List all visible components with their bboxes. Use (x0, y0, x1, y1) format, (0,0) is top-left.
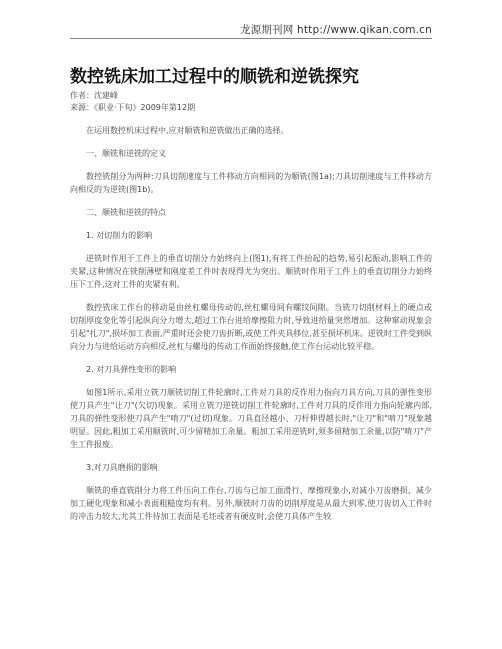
article-author: 作者：沈建峰 (70, 91, 118, 100)
article-body (70, 124, 432, 533)
section-heading-definition: 一、顺铣和逆铣的定义 (86, 149, 166, 158)
article-title: 数控铣床加工过程中的顺铣和逆铣探究 (70, 67, 359, 87)
paragraph-definition: 数控铣削分为两种:刀具切削速度与工件移动方向相同的为顺铣(图1a);刀具切削速度与工件移动方向相反的为逆铣(图1b)。 (70, 172, 432, 194)
article-source: 来源：《职业·下旬》2009年第12期 (70, 103, 196, 112)
paragraph-tool-wear: 顺铣的垂直铣削分力将工件压向工作台,刀齿与已加工面滑行、摩擦现象小,对减小刀齿磨损、减少加工硬化现象和减小表面粗糙度均有利。另外,顺铣时刀齿的切削厚度是从最大到零,使刀齿切入工件时的冲击力较大,尤其工件待加工表面是毛坯或者有硬皮时,会使刀具体产生较 (70, 486, 432, 521)
site-header: 龙源期刊网 http://www.qikan.com.cn (239, 24, 432, 36)
subheading-cutting-force: 1. 对切削力的影响 (86, 231, 153, 240)
subheading-tool-deformation: 2. 对刀具弹性变形的影响 (86, 365, 177, 374)
section-heading-features: 二、顺铣和逆铣的特点 (86, 208, 166, 217)
intro-paragraph: 在运用数控机床过程中,应对顺铣和逆铣做出正确的选择。 (86, 126, 289, 135)
paragraph-cutting-force-1: 逆铣时作用于工件上的垂直切削分力始终向上(图1),有将工件抬起的趋势,易引起振动,影响工件的夹紧,这种情况在铣削薄壁和刚度差工件时表现得尤为突出。顺铣时作用于工件上的垂直切削分力始终压下工件,这对工件的夹紧有利。 (70, 254, 432, 289)
paragraph-cutting-force-2: 数控铣床工作台的移动是由丝杠螺母传动的,丝杠螺母间有螺纹间隙。当铣刀切削材料上的硬点或切削厚度变化等引起纵向分力增大,超过工作台进给摩擦阻力时,导致进给量突然增加。这种窜动现象会引起"扎刀",损坏加工表面,严重时还会使刀齿折断,或使工件夹具移位,甚至损坏机床。逆铣时工件受到纵向分力与进给运动方向相反,丝杠与螺母的传动工作面始终接触,使工作台运动比较平稳。 (70, 303, 432, 351)
header-divider (70, 38, 432, 39)
subheading-tool-wear: 3.对刀具磨损的影响 (86, 463, 158, 472)
paragraph-tool-deformation: 如图1所示,采用立铣刀顺铣切削工件轮廓时,工件对刀具的反作用力指向刀具方向,刀具的弹性变形使刀具产生"让刀"(欠切)现象。采用立铣刀逆铣切削工件轮廓时,工件对刀具的反作用力指向轮廓内部,刀具的弹性变形使刀具产生"啃刀"(过切)现象。刀具直径越小、刀杆伸得越长时,"让刀"和"啃刀"现象越明显。因此,粗加工采用顺铣时,可少留精加工余量。粗加工采用逆铣时,须多留精加工余量,以防"啃刀"产生工件报废。 (70, 388, 432, 449)
